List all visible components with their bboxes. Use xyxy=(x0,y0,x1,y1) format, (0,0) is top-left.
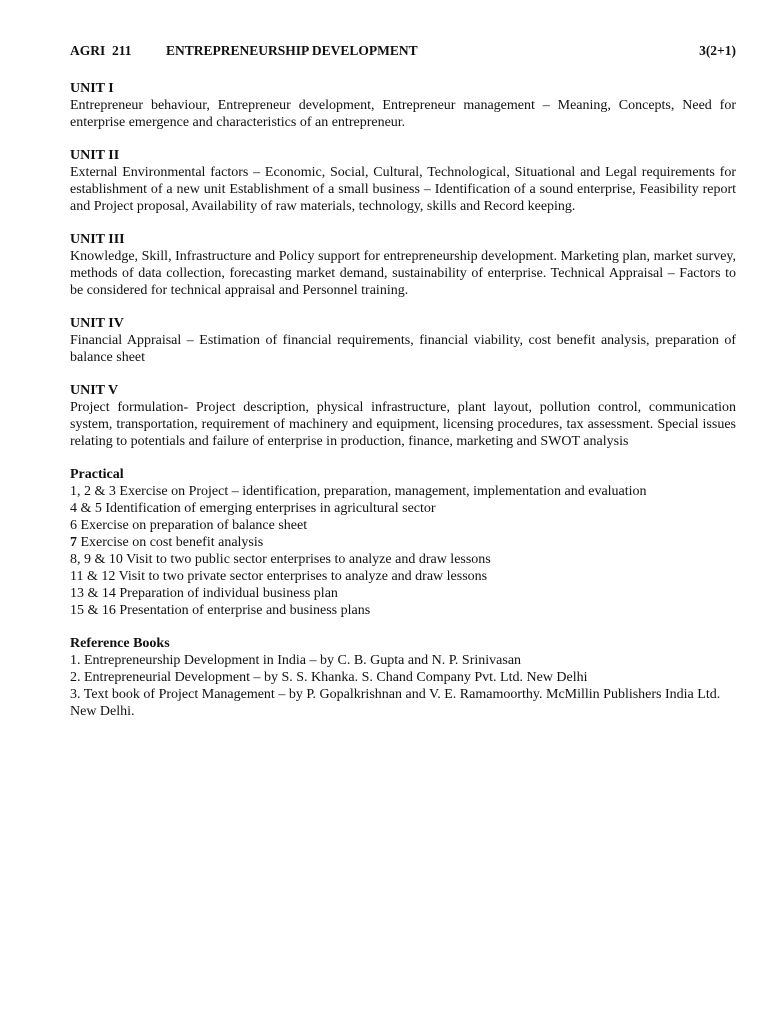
unit-heading: UNIT II xyxy=(70,148,120,163)
practical-item xyxy=(70,517,736,534)
practical-item xyxy=(70,534,736,551)
practical-item xyxy=(70,602,736,619)
course-code: AGRI 211 xyxy=(70,43,132,58)
practical-item-number: 8, 9 & 10 xyxy=(70,552,123,567)
practical-item-number: 13 & 14 xyxy=(70,586,116,601)
practical-item xyxy=(70,500,736,517)
practical-item-number: 11 & 12 xyxy=(70,569,116,584)
unit-heading: UNIT III xyxy=(70,232,125,247)
practical-item-number: 4 & 5 xyxy=(70,501,102,516)
practical-item-text: Exercise on preparation of balance sheet xyxy=(77,518,308,533)
practical-section xyxy=(70,466,736,619)
unit-4-section xyxy=(70,315,736,366)
reference-item: 1. Entrepreneurship Development in India – by C. B. Gupta and N. P. Srinivasan xyxy=(70,653,522,668)
unit-body: Knowledge, Skill, Infrastructure and Policy support for entrepreneurship development. Marketing plan, market survey, methods of data collection, forecasting market demand, sustainability of enterprise. Technical Appraisal – Factors to be considered for technical appraisal and Personnel training. xyxy=(70,249,736,298)
references-heading: Reference Books xyxy=(70,636,170,651)
practical-item-text: Visit to two public sector enterprises to analyze and draw lessons xyxy=(122,552,491,567)
practical-heading: Practical xyxy=(70,467,124,482)
syllabus-page xyxy=(70,42,736,736)
unit-body: Project formulation- Project description, physical infrastructure, plant layout, pollution control, communication system, transportation, requirement of machinery and equipment, licensing procedures, tax assessment. Special issues relating to potentials and failure of enterprise in production, finance, marketing and SWOT analysis xyxy=(70,400,736,449)
practical-item-number: 7 xyxy=(70,535,77,550)
practical-item-number: 15 & 16 xyxy=(70,603,116,618)
unit-2-section xyxy=(70,147,736,215)
practical-item-text: Identification of emerging enterprises in agricultural sector xyxy=(101,501,436,516)
unit-1-section xyxy=(70,80,736,131)
unit-heading: UNIT V xyxy=(70,383,119,398)
course-header xyxy=(70,42,736,59)
unit-body: Financial Appraisal – Estimation of financial requirements, financial viability, cost benefit analysis, preparation of balance sheet xyxy=(70,333,736,365)
practical-item-text: Visit to two private sector enterprises to analyze and draw lessons xyxy=(115,569,488,584)
unit-body: External Environmental factors – Economic, Social, Cultural, Technological, Situational and Legal requirements for establishment of a new unit Establishment of a small business – Identification of a sound enterprise, Feasibility report and Project proposal, Availability of raw materials, technology, skills and Record keeping. xyxy=(70,165,736,214)
practical-item-number: 6 xyxy=(70,518,77,533)
practical-item-text: Exercise on cost benefit analysis xyxy=(77,535,264,550)
course-title: ENTREPRENEURSHIP DEVELOPMENT xyxy=(166,43,418,58)
unit-heading: UNIT I xyxy=(70,81,114,96)
practical-item-text: Presentation of enterprise and business plans xyxy=(115,603,371,618)
practical-item xyxy=(70,551,736,568)
unit-3-section xyxy=(70,231,736,299)
unit-5-section xyxy=(70,382,736,450)
practical-item xyxy=(70,483,736,500)
references-section xyxy=(70,635,736,720)
course-credits: 3(2+1) xyxy=(699,43,736,58)
practical-item xyxy=(70,585,736,602)
reference-item: 3. Text book of Project Management – by P. Gopalkrishnan and V. E. Ramamoorthy. McMillin Publishers India Ltd. New Delhi. xyxy=(70,687,721,719)
unit-heading: UNIT IV xyxy=(70,316,124,331)
practical-item-text: Preparation of individual business plan xyxy=(115,586,338,601)
practical-item-number: 1, 2 & 3 xyxy=(70,484,116,499)
reference-item: 2. Entrepreneurial Development – by S. S. Khanka. S. Chand Company Pvt. Ltd. New Delhi xyxy=(70,670,588,685)
practical-item-text: Exercise on Project – identification, preparation, management, implementation and evaluation xyxy=(115,484,647,499)
unit-body: Entrepreneur behaviour, Entrepreneur development, Entrepreneur management – Meaning, Concepts, Need for enterprise emergence and characteristics of an entrepreneur. xyxy=(70,98,736,130)
practical-item xyxy=(70,568,736,585)
